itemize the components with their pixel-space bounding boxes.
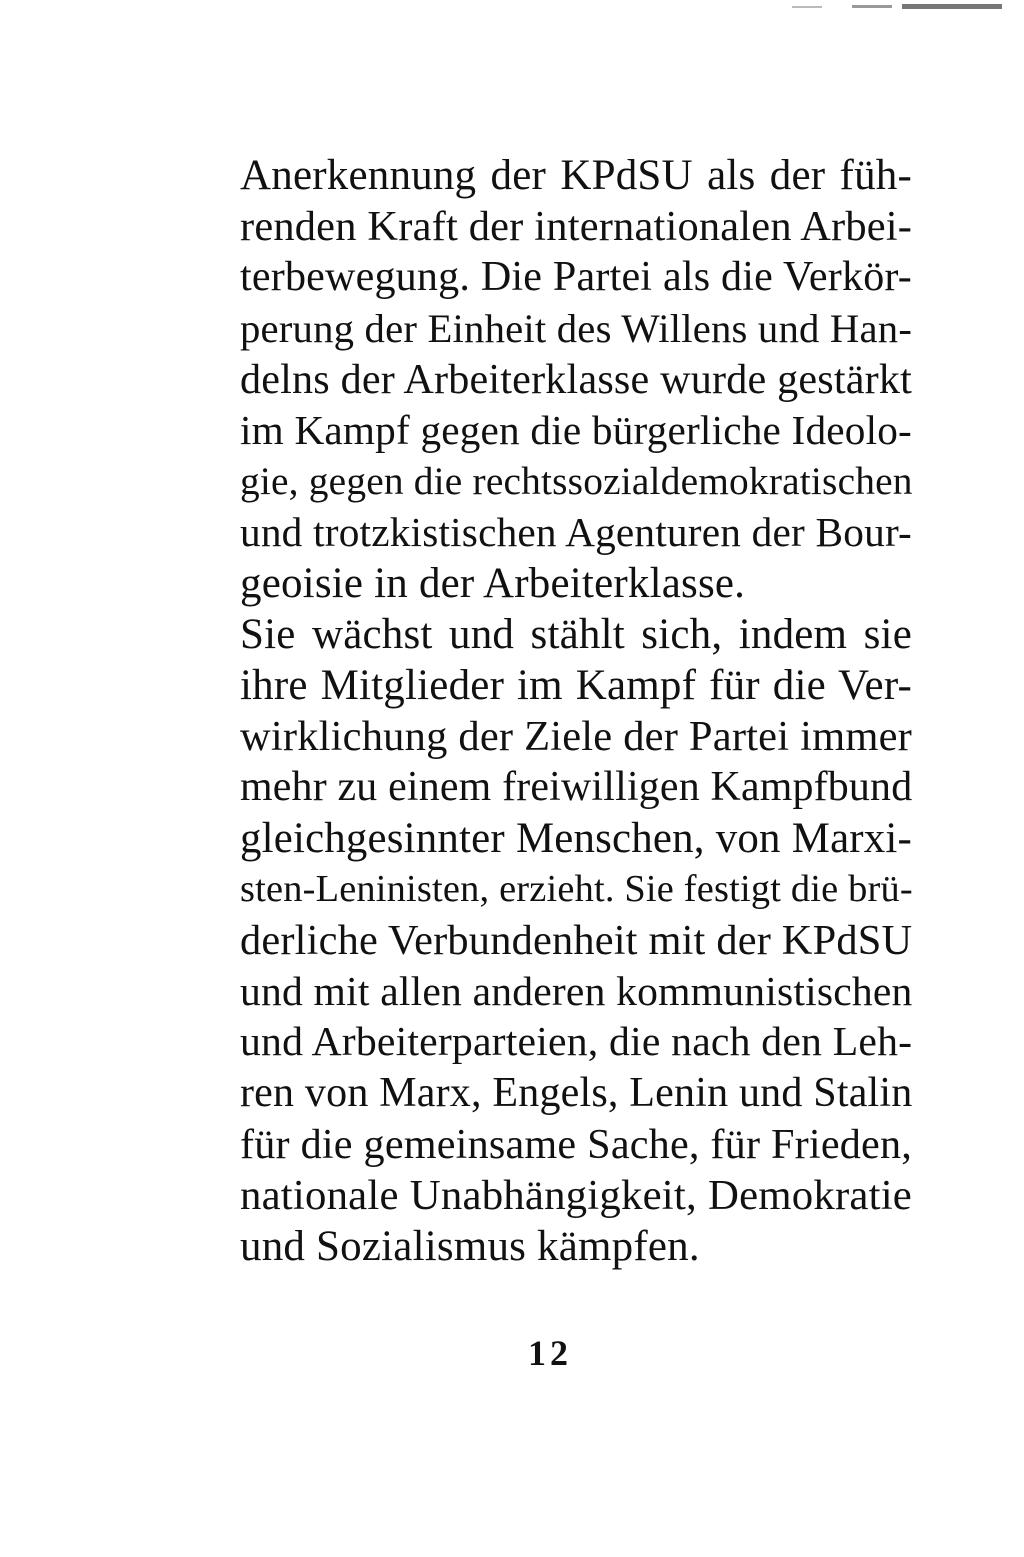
text-line: geoisie in der Arbeiterklasse.	[240, 560, 746, 607]
paragraph-1	[240, 150, 912, 609]
text-line: für die gemeinsame Sache, für Frieden,	[240, 1121, 912, 1168]
body-text	[240, 150, 912, 1272]
text-line: Sie wächst und stählt sich, indem sie	[240, 611, 912, 658]
text-line: derliche Verbundenheit mit der KPdSU	[240, 917, 913, 964]
text-line: und Arbeiterparteien, die nach den Leh-	[240, 1019, 913, 1065]
scan-edge-mark	[792, 4, 1002, 10]
text-line: sten-Leninisten, erzieht. Sie festigt die brü-	[240, 868, 913, 910]
text-line: nationale Unabhängigkeit, Demokratie	[240, 1172, 912, 1219]
text-line: gleichgesinnter Menschen, von Marxi-	[240, 815, 912, 862]
text-line: wirklichung der Ziele der Partei immer	[240, 713, 912, 760]
text-line: perung der Einheit des Willens und Han-	[240, 306, 913, 351]
text-line: renden Kraft der internationalen Arbei-	[240, 203, 913, 250]
text-line: ren von Marx, Engels, Lenin und Stalin	[240, 1070, 913, 1116]
text-line: mehr zu einem freiwilligen Kampfbund	[240, 764, 913, 810]
text-line: delns der Arbeiterklasse wurde gestärkt	[240, 356, 912, 403]
paragraph-2	[240, 609, 912, 1272]
text-line: im Kampf gegen die bürgerliche Ideolo-	[240, 407, 912, 453]
text-line: terbewegung. Die Partei als die Verkör-	[240, 254, 912, 300]
text-line: gie, gegen die rechtssozialdemokratischen	[240, 459, 913, 503]
page-number: 12	[528, 1333, 572, 1373]
text-line: Anerkennung der KPdSU als der füh-	[240, 152, 912, 199]
text-line: und Sozialismus kämpfen.	[240, 1223, 700, 1270]
text-line: und trotzkistischen Agenturen der Bour-	[240, 509, 912, 555]
text-line: und mit allen anderen kommunistischen	[240, 968, 913, 1014]
text-line: ihre Mitglieder im Kampf für die Ver-	[240, 662, 912, 709]
